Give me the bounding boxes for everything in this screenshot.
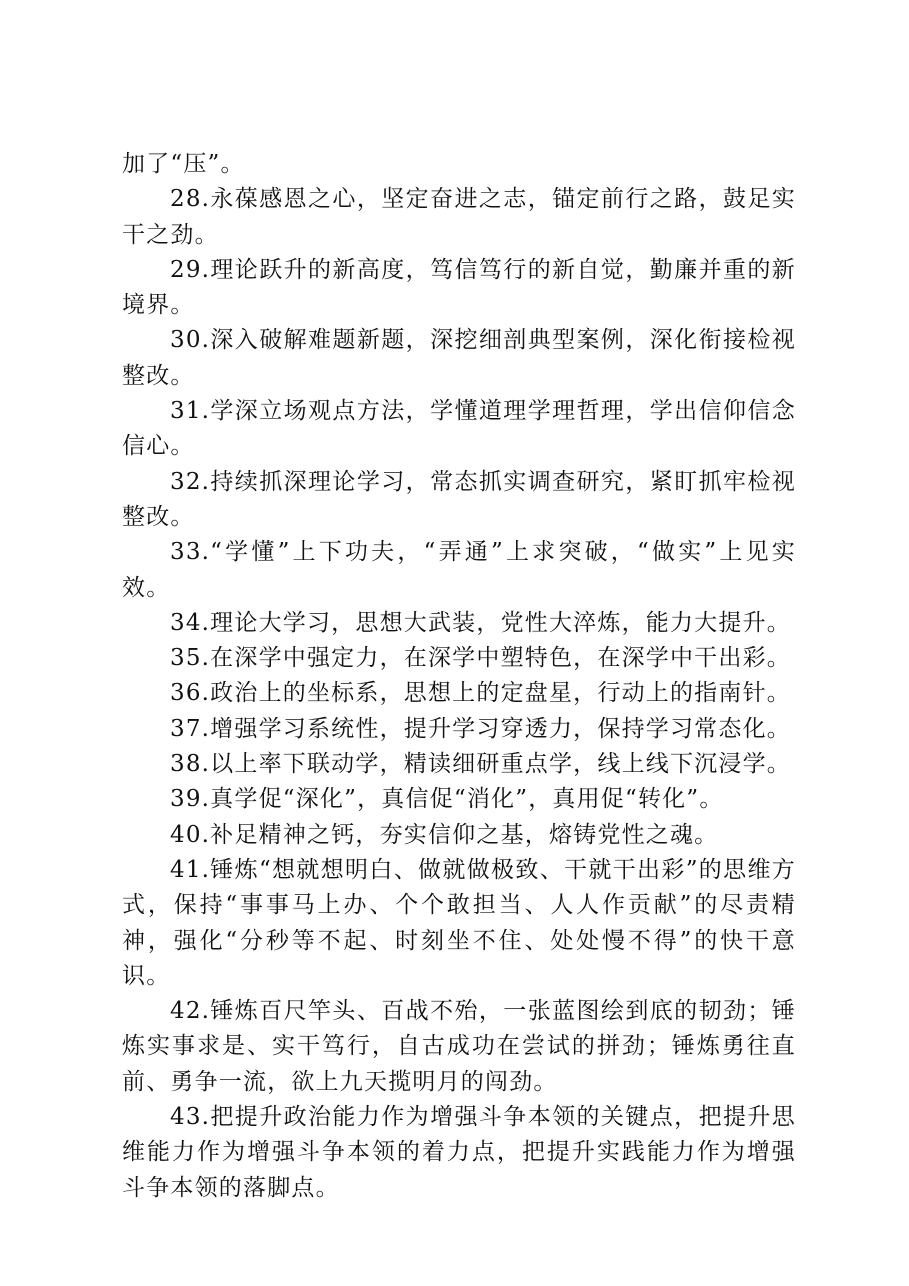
paragraph-item-34: 34.理论大学习，思想大武装，党性大淬炼，能力大提升。 (170, 609, 791, 636)
paragraph-item-35: 35.在深学中强定力，在深学中塑特色，在深学中干出彩。 (170, 645, 791, 672)
paragraph-item-29: 29.理论跃升的新高度，笃信笃行的新自觉，勤廉并重的新境界。 (122, 256, 796, 319)
paragraph-item-42: 42.锤炼百尺竿头、百战不殆，一张蓝图绘到底的韧劲；锤炼实事求是、实干笃行，自古成功在尝试的拼劲；锤炼勇往直前、勇争一流，欲上九天揽明月的闯劲。 (122, 998, 796, 1095)
document-body (122, 147, 796, 1206)
paragraph-item-43: 43.把提升政治能力作为增强斗争本领的关键点，把提升思维能力作为增强斗争本领的着力点，把提升实践能力作为增强斗争本领的落脚点。 (122, 1104, 796, 1201)
paragraph-item-41: 41.锤炼“想就想明白、做就做极致、干就干出彩”的思维方式，保持“事事马上办、个个敢担当、人人作贡献”的尽责精神，强化“分秒等不起、时刻坐不住、处处慢不得”的快干意识。 (122, 856, 796, 989)
paragraph-item-39: 39.真学促“深化”，真信促“消化”，真用促“转化”。 (170, 786, 724, 813)
paragraph-item-33: 33.“学懂”上下功夫，“弄通”上求突破，“做实”上见实效。 (122, 539, 796, 601)
paragraph-item-40: 40.补足精神之钙，夯实信仰之基，熔铸党性之魂。 (170, 821, 719, 848)
paragraph-item-38: 38.以上率下联动学，精读细研重点学，线上线下沉浸学。 (170, 751, 791, 778)
paragraph-item-37: 37.增强学习系统性，提升学习穿透力，保持学习常态化。 (170, 715, 791, 742)
paragraph-continuation: 加了“压”。 (122, 151, 245, 177)
paragraph-item-30: 30.深入破解难题新题，深挖细剖典型案例，深化衔接检视整改。 (122, 327, 796, 389)
paragraph-item-36: 36.政治上的坐标系，思想上的定盘星，行动上的指南针。 (170, 680, 791, 707)
paragraph-item-28: 28.永葆感恩之心，坚定奋进之志，锚定前行之路，鼓足实干之劲。 (122, 186, 796, 248)
paragraph-item-31: 31.学深立场观点方法，学懂道理学理哲理，学出信仰信念信心。 (122, 398, 796, 460)
paragraph-item-32: 32.持续抓深理论学习，常态抓实调查研究，紧盯抓牢检视整改。 (122, 468, 796, 530)
